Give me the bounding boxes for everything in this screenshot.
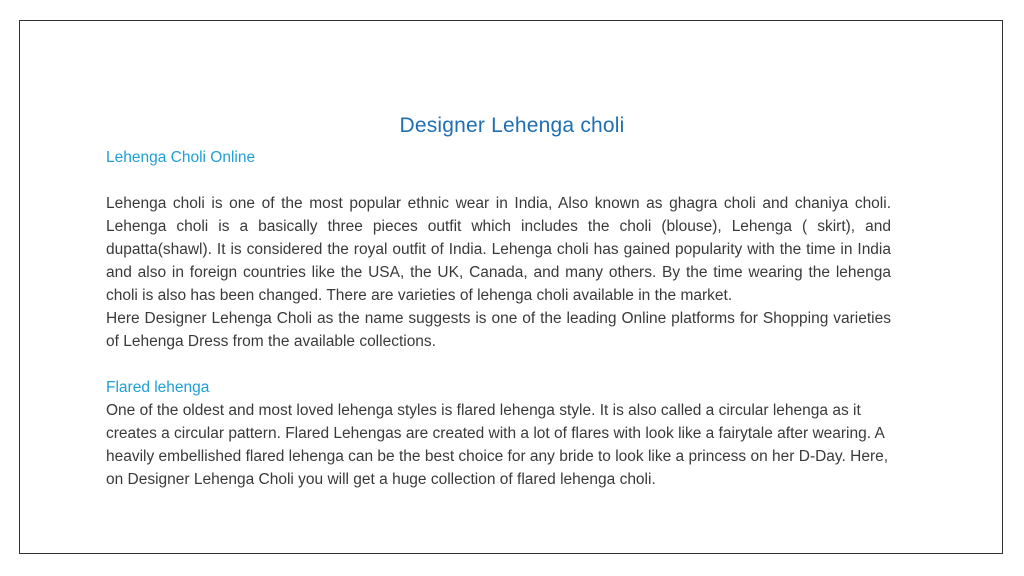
document-body — [106, 146, 891, 491]
flared-lehenga-section — [106, 376, 891, 491]
page-title: Designer Lehenga choli — [399, 114, 625, 137]
slide-frame — [19, 20, 1003, 554]
flared-lehenga-paragraph: One of the oldest and most loved lehenga styles is flared lehenga style. It is also called a circular lehenga as it creates a circular pattern. Flared Lehengas are created with a lot of flares with look like a fairytale after wearing. A heavily embellished flared lehenga can be the best choice for any bride to look like a princess on her D-Day. Here, on Designer Lehenga Choli you will get a huge collection of flared lehenga choli. — [106, 402, 889, 488]
intro-paragraph: Lehenga choli is one of the most popular ethnic wear in India, Also known as ghagra choli and chaniya choli. Lehenga choli is a basically three pieces outfit which includes the choli (blouse), Lehenga ( skirt), and dupatta(shawl). It is considered the royal outfit of India. Lehenga choli has gained popularity with the time in India and also in foreign countries like the USA, the UK, Canada, and many others. By the time wearing the lehenga choli is also has been changed. There are varieties of lehenga choli available in the market. — [106, 195, 891, 304]
designer-lehenga-paragraph: Here Designer Lehenga Choli as the name suggests is one of the leading Online platforms for Shopping varieties of Lehenga Dress from the available collections. — [106, 310, 891, 350]
section-heading-lehenga-choli-online: Lehenga Choli Online — [106, 149, 256, 166]
section-heading-flared-lehenga: Flared lehenga — [106, 379, 210, 396]
